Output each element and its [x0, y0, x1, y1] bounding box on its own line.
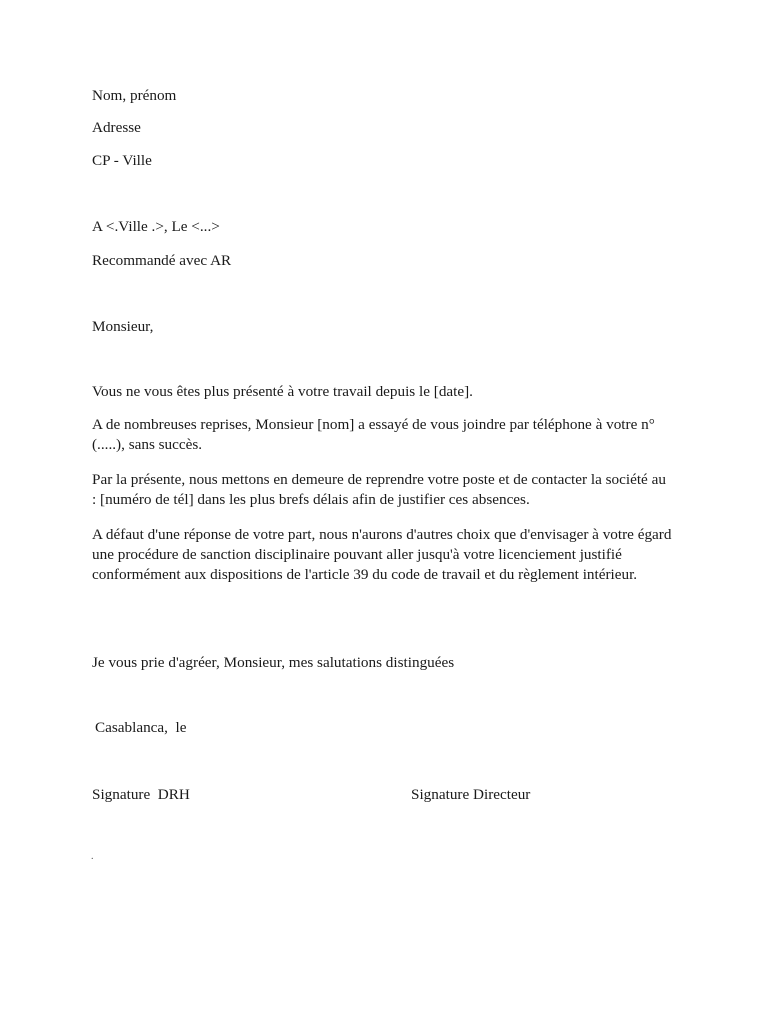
signature-drh: Signature DRH — [92, 786, 190, 803]
signature-director: Signature Directeur — [411, 786, 531, 803]
body-paragraph-3: Par la présente, nous mettons en demeure de reprendre votre poste et de contacter la société au : [numéro de tél] dans les plus brefs délais afin de justifier ces absences. — [92, 471, 666, 508]
sender-city: CP - Ville — [92, 152, 152, 169]
sender-address: Adresse — [92, 119, 141, 136]
place-date: A <.Ville .>, Le <...> — [92, 218, 220, 235]
sender-name: Nom, prénom — [92, 87, 177, 104]
body-paragraph-4: A défaut d'une réponse de votre part, nous n'aurons d'autres choix que d'envisager à votre égard une procédure de sanction disciplinaire pouvant aller jusqu'à votre licenciement justifié conformément aux dispositions de l'article 39 du code de travail et du règlement intérieur. — [92, 526, 672, 583]
delivery-mode: Recommandé avec AR — [92, 252, 232, 269]
trailing-mark: . — [91, 851, 94, 862]
salutation: Monsieur, — [92, 318, 154, 335]
body-paragraph-2: A de nombreuses reprises, Monsieur [nom] a essayé de vous joindre par téléphone à votre n° (.....), sans succès. — [92, 416, 655, 453]
body-paragraph-1: Vous ne vous êtes plus présenté à votre travail depuis le [date]. — [92, 383, 473, 400]
signing-place: Casablanca, le — [95, 719, 187, 736]
closing-formula: Je vous prie d'agréer, Monsieur, mes salutations distinguées — [92, 654, 455, 671]
